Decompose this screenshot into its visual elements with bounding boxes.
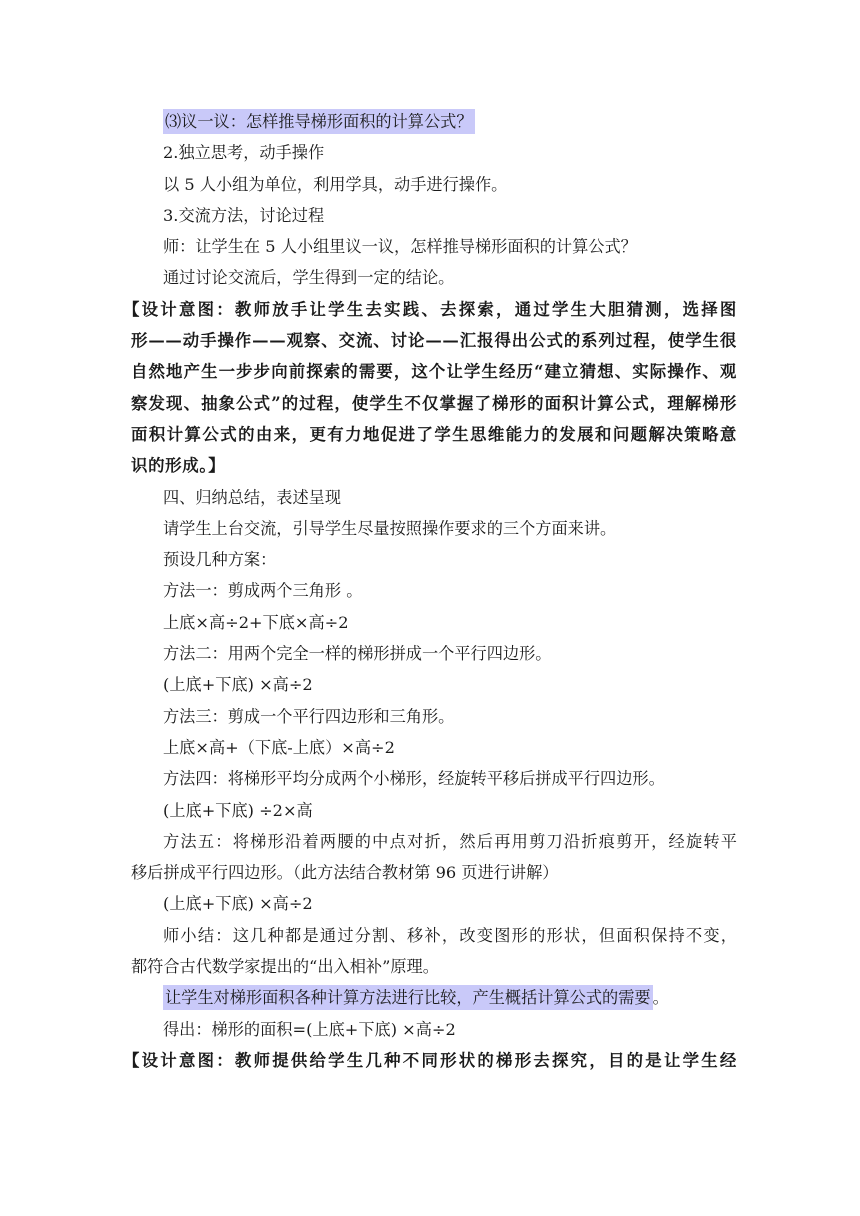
text-line [131,888,737,919]
line-text: 方法二：用两个完全一样的梯形拼成一个平行四边形。 [163,644,552,664]
line-text: 2.独立思考，动手操作 [163,143,325,163]
line-text: 【设计意图：教师放手让学生去实践、去探索，通过学生大胆猜测，选择图 [123,299,737,319]
text-line [131,356,737,387]
line-text: 通过讨论交流后，学生得到一定的结论。 [163,268,455,288]
line-suffix: 。 [652,988,669,1008]
line-text: 察发现、抽象公式”的过程，使学生不仅掌握了梯形的面积计算公式，理解梯形 [131,393,737,413]
text-line [131,920,737,951]
text-line [131,137,737,168]
text-line [131,951,737,982]
line-text: 以 5 人小组为单位，利用学具，动手进行操作。 [163,174,508,194]
line-text: (上底+下底) ×高÷2 [163,894,313,914]
text-line [131,701,737,732]
text-line [131,795,737,826]
text-line [131,106,737,137]
text-line [131,419,737,450]
line-text: 识的形成。】 [131,456,226,476]
line-text: 形——动手操作——观察、交流、讨论——汇报得出公式的系列过程，使学生很 [131,331,737,351]
text-line [131,231,737,262]
line-text: 师：让学生在 5 人小组里议一议，怎样推导梯形面积的计算公式？ [163,237,637,257]
line-text: 都符合古代数学家提出的“出入相补”原理。 [131,957,439,977]
line-text: 移后拼成平行四边形。（此方法结合教材第 96 页进行讲解） [131,863,559,883]
text-line [131,732,737,763]
line-text: 上底×高+（下底-上底）×高÷2 [163,737,395,757]
text-line [131,857,737,888]
text-line [131,982,737,1013]
line-text: (上底+下底) ×高÷2 [163,675,313,695]
text-line [131,169,737,200]
text-line [131,325,737,356]
highlighted-text: ⑶议一议：怎样推导梯形面积的计算公式？ [163,109,475,134]
text-line [131,763,737,794]
text-line [123,1045,737,1076]
text-line [131,607,737,638]
line-text: 方法四：将梯形平均分成两个小梯形，经旋转平移后拼成平行四边形。 [163,769,665,789]
text-line [131,482,737,513]
text-line [131,1014,737,1045]
text-line [131,388,737,419]
text-line [131,544,737,575]
line-text: 【设计意图：教师提供给学生几种不同形状的梯形去探究，目的是让学生经 [123,1050,737,1070]
line-text: 面积计算公式的由来，更有力地促进了学生思维能力的发展和问题解决策略意 [131,424,737,444]
text-line [131,513,737,544]
line-text: 方法一：剪成两个三角形 。 [163,581,363,601]
line-text: 上底×高÷2+下底×高÷2 [163,612,349,632]
line-text: 3.交流方法，讨论过程 [163,205,325,225]
text-line [131,575,737,606]
line-text: 师小结：这几种都是通过分割、移补，改变图形的形状，但面积保持不变， [163,925,737,945]
text-line [131,450,737,481]
line-text: 自然地产生一步步向前探索的需要，这个让学生经历“建立猜想、实际操作、观 [131,362,737,382]
text-line [131,826,737,857]
highlighted-text: 让学生对梯形面积各种计算方法进行比较，产生概括计算公式的需要 [163,985,653,1010]
text-line [123,294,737,325]
line-text: 预设几种方案： [163,550,277,570]
line-text: 方法五：将梯形沿着两腰的中点对折，然后再用剪刀沿折痕剪开，经旋转平 [163,831,737,851]
body-text [123,106,737,1076]
line-text: 四、归纳总结，表述呈现 [163,487,342,507]
text-line [131,638,737,669]
line-text: 方法三：剪成一个平行四边形和三角形。 [163,706,455,726]
text-line [131,200,737,231]
text-line [131,262,737,293]
text-line [131,669,737,700]
line-text: 请学生上台交流，引导学生尽量按照操作要求的三个方面来讲。 [163,518,617,538]
line-text: (上底+下底) ÷2×高 [163,800,313,820]
line-text: 得出：梯形的面积=(上底+下底) ×高÷2 [163,1019,456,1039]
